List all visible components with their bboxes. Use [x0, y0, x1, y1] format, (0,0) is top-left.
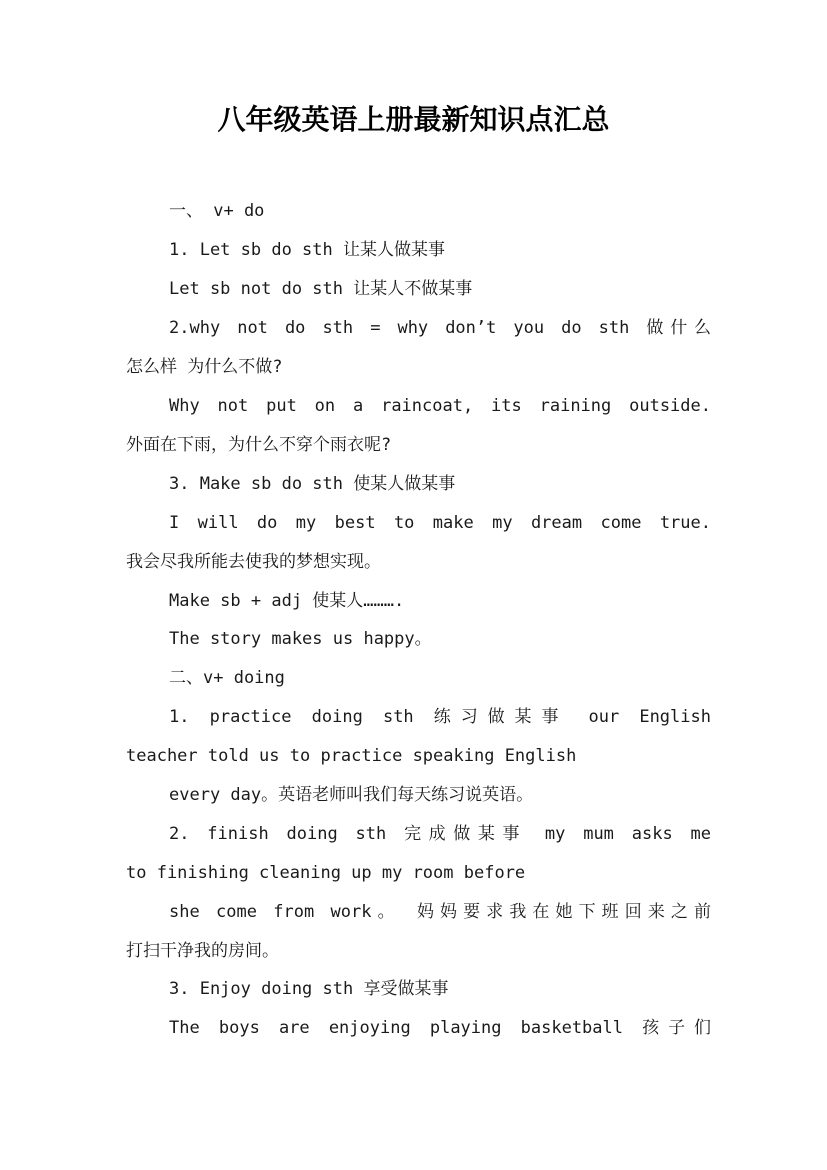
text-line: 我会尽我所能去使我的梦想实现。	[126, 552, 381, 572]
text-line: Let sb not do sth 让某人不做某事	[169, 279, 473, 299]
text-line: The story makes us happy。	[169, 629, 432, 649]
text-line: to finishing cleaning up my room before	[126, 863, 526, 883]
text-line: 3. Enjoy doing sth 享受做某事	[169, 979, 449, 999]
section-heading-v-do: 一、 v+ do	[169, 201, 265, 221]
text-line: Why not put on a raincoat, its raining outside.	[169, 396, 711, 416]
text-line: Make sb + adj 使某人……….	[169, 591, 405, 611]
text-line: The boys are enjoying playing basketball 孩子们	[169, 1018, 711, 1038]
text-line: 1. Let sb do sth 让某人做某事	[169, 240, 445, 260]
document-title: 八年级英语上册最新知识点汇总	[217, 103, 610, 136]
text-line: 打扫干净我的房间。	[126, 941, 279, 961]
text-line: 怎么样 为什么不做?	[126, 357, 283, 377]
text-line: 外面在下雨，为什么不穿个雨衣呢?	[126, 435, 392, 455]
text-line: 2.why not do sth = why don’t you do sth 做什么	[169, 318, 711, 338]
text-line: she come from work。 妈妈要求我在她下班回来之前	[169, 902, 711, 922]
text-line: 2. finish doing sth 完成做某事 my mum asks me	[169, 824, 711, 844]
text-line: every day。英语老师叫我们每天练习说英语。	[169, 785, 534, 805]
text-line: teacher told us to practice speaking English	[126, 746, 577, 766]
text-line: 1. practice doing sth 练习做某事 our English	[169, 707, 711, 727]
text-line: I will do my best to make my dream come true.	[169, 513, 711, 533]
text-line: 3. Make sb do sth 使某人做某事	[169, 474, 456, 494]
section-heading-v-doing: 二、v+ doing	[169, 668, 285, 688]
